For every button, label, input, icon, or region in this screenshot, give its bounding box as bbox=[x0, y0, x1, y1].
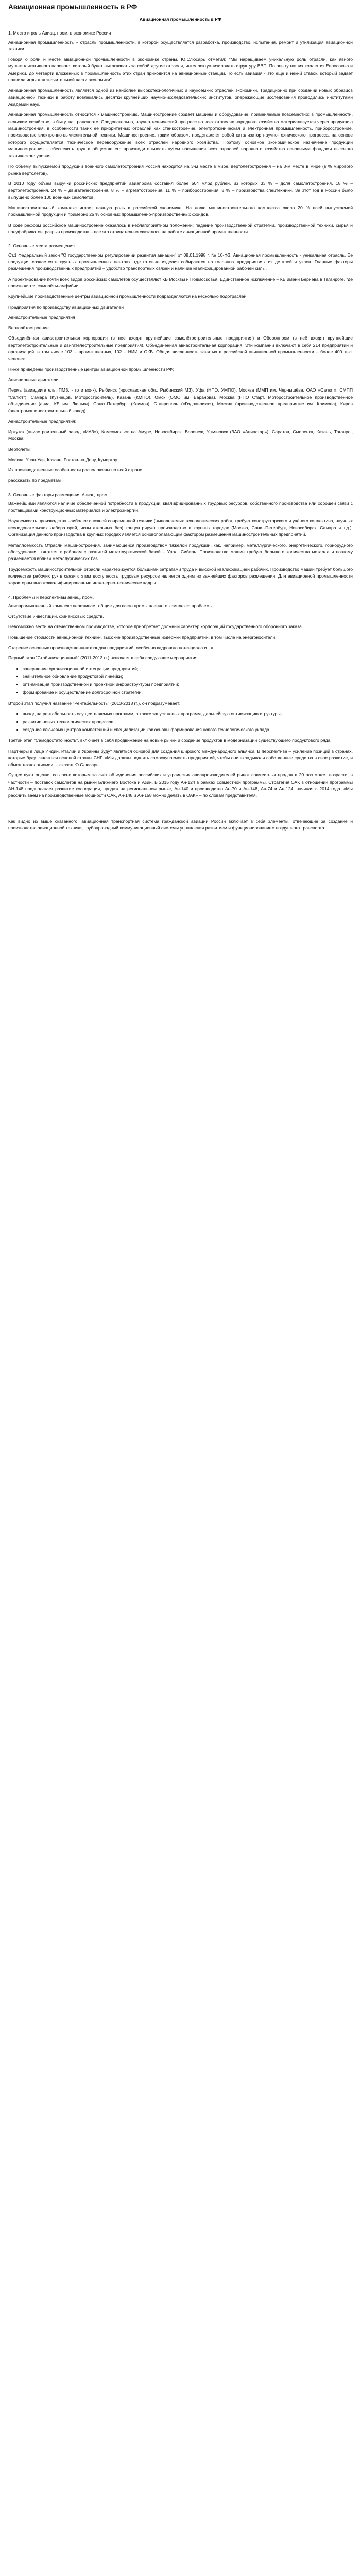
paragraph: Наукоемкость производства наиболее сложной современной техники (выполняемых технологических работ, требует конструкторского и учёного коллектива, научных исследовательских лабораторий, испытательных баз) концентрирует производство в крупных городах (Москва, Санкт-Петербург, Новосибирск, Самара и т.д.). Организация данного производства в крупных городах является основополагающим фактором размещения машиностроительных предприятий. bbox=[8, 518, 353, 537]
paragraph: Пермь (авиадвигатель, ПМЗ, - гр и вояк), Рыбинск (ярославская обл., Рыбинский МЗ), Уфа (НПО, УМПО), Москва (ММП им. Чернышёва, ОАО «Салют», СМПП "Салют"), Самара (Кузнецов, Моторостроитель), Казань (КМПО), Омск (ОМО им. Баранова), Москва (НПО Старт, Моторостроительное производственное объединение (авиа. КБ им. Люльки), Санкт-Петербург (Климов), Ставрополь («Гидравлика»), Москва (производственное предприятие им. Климова), Киров (электромашиностроительный завод). bbox=[8, 387, 353, 414]
paragraph: Иркутск (авиастроительный завод «ИАЗ»), Комсомольск на Амуре, Новосибирск, Воронеж, Ульяновск (ЗАО «Авиастар»), Саратов, Смоленск, Казань, Таганрог, Москва. bbox=[8, 429, 353, 442]
paragraph: Ст.1 Федеральный закон "О государственном регулировании развития авиации" от 08.01.1998 г. № 10-ФЗ. Авиационная промышленность - уникальная отрасль. Ее продукция создается в крупных промышленных центрах, где готовые изделия собираются на головных предприятиях из деталей и узлов. Главные факторы размещения производственных предприятий – удобство транспортных связей и наличие квалифицированной рабочей силы. bbox=[8, 252, 353, 272]
paragraph: Невозможно вести на отечественном производстве, которое приобретает должный характер корпораций государственного оборонного заказа. bbox=[8, 624, 303, 630]
stage-2-list bbox=[8, 710, 353, 733]
section-3-heading: 3. Основные факторы размещения Авиац. пром. bbox=[8, 492, 109, 497]
paragraph: рассказать по предметам bbox=[8, 478, 61, 483]
paragraph: Объединённая авиастроительная корпорация (в неё входят крупнейшие самолётостроительные предприятия) и Оборонпром (в неё входят крупнейшие вертолётостроительные и двигателестроительные предприятия). Объединённая авиастроительная корпорация. Эти компании включают в себя 214 предприятий и организаций, в том числе 103 – промышленных, 102 – НИИ и ОКБ. Общая численность занятых в российской авиационной промышленности – более 400 тыс. человек. bbox=[8, 335, 353, 362]
paragraph: Говоря о роли и месте авиационной промышленности в экономике страны, Ю.Слюсарь отметил: "Мы наращиваем уникальную роль отрасли, как явного мультипликативного парового, который будет вытаскивать за собой другие отрасли, интеллектуализировать структуру ВВП. По опыту наших коллег из Евросоюза и Америки, до четверти вложенных в промышленность этих стран приходится на авиационные станции. То есть авиация - это еще и некий ставок, который задает правила игры для значительной части экономики". bbox=[8, 57, 353, 83]
paragraph: Авиастроительные предприятия bbox=[8, 314, 75, 320]
paragraph: Авиастроительные предприятия: bbox=[8, 418, 77, 424]
paragraph: Авиационная промышленность относится к машиностроению. Машиностроение создает машины и оборудование, применяемые повсеместно: в промышленности, сельском хозяйстве, в быту, на транспорте. Следовательно, научно-технический прогресс во всех отраслях народного хозяйства материализуется через продукцию машиностроения, в особенности таких ее приоритетных отраслей как станкостроение, электротехническая и электронная промышленность, приборостроение, производство электронно-вычислительной техники. Машиностроение, таким образом, представляет собой катализатор научно-технического прогресса, на основе которого осуществляется техническое перевооружение всех отраслей народного хозяйства. Поэтому основное экономическое назначение продукции машиностроения – обеспечить труд в обществе его производительность путем насыщения всех отраслей народного хозяйства основными фондами высокого технического уровня. bbox=[8, 112, 353, 159]
list-item: • создание ключевых центров компетенций и специализации как основы формирования нового технологического уклада. bbox=[23, 726, 353, 733]
paragraph: Отсутствие инвестиций, финансовых средств. bbox=[8, 614, 104, 619]
paragraph: Машиностроительный комплекс играет важную роль в российской экономике. На долю машиностроительного комплекса около 20 % всей выпускаемой промышленной продукции и примерно 25 % основных промышленно-производственных фондов. bbox=[8, 205, 353, 217]
paragraph: По объему выпускаемой продукции военного самолётостроения Россия находится на 3-м месте в мире, вертолётостроения – на 3-м месте в мире (в % мирового рынка вертолётов). bbox=[8, 163, 353, 176]
conclusion-paragraph: Как видно из выше сказанного, авиационная транспортная система гражданской авиации России включает в себя элементы, отвечающие за создание и производство авиационной техники, трубопроводный коммуникационный системы управления развитием и функционированием воздушного транспорта. bbox=[8, 818, 353, 831]
list-item: • развитие новых технологических процессов; bbox=[23, 719, 353, 725]
paragraph: Авиапромышленный комплекс переживает общие для всего промышленного комплекса проблемы: bbox=[8, 603, 214, 608]
paragraph: А проектирование почти всех видов российских самолётов осуществляют КБ Москвы и Подмосковья. Единственное исключение – КБ имени Бериева в Таганроге, где производятся самолёты-амфибии. bbox=[8, 276, 353, 289]
paragraph: Второй этап получил название "Рентабельность" (2013-2018 гг.), он подразумевает: bbox=[8, 700, 181, 706]
paragraph: Вертолётостроение bbox=[8, 325, 49, 331]
paragraph: Вертолеты: bbox=[8, 446, 32, 452]
paragraph: Первый этап "Стабилизационный" (2011-2013 гг.) включает в себя следующие мероприятия: bbox=[8, 655, 199, 661]
paragraph: Крупнейшие производственные центры авиационной промышленности подразделяются на несколько подотраслей. bbox=[8, 294, 248, 299]
list-item: • оптимизация производственной и проектной инфраструктуры предприятий; bbox=[23, 681, 353, 688]
document-subtitle: Авиационная промышленность в РФ bbox=[139, 16, 222, 22]
section-3 bbox=[8, 492, 353, 587]
paragraph: В 2010 году объём выручки российских предприятий авиапрома составил более 504 млрд рублей, из которых 33 % – доля самолётостроения, 18 % – вертолётостроения, 24 % – двигателестроения, 8 % – агрегатостроения, 11 % – приборостроения, 8 % – производства спецтехники. За этот год в России было выпущено более 100 военных самолётов. bbox=[8, 181, 353, 200]
paragraph: Третий этап "Самодостаточность", включает в себя продвижение на новые рынки и создание продуктов в модернизации существующего продуктового ряда. bbox=[8, 738, 332, 743]
section-1 bbox=[8, 30, 353, 235]
list-item: • завершение организационной интеграции предприятий; bbox=[23, 666, 353, 672]
document bbox=[4, 0, 357, 851]
paragraph: Авиационные двигатели: bbox=[8, 377, 60, 383]
section-4-heading: 4. Проблемы и перспективы авиац. пром. bbox=[8, 594, 94, 600]
list-item: • значительное обновление продуктовой линейки; bbox=[23, 673, 353, 680]
paragraph: Трудоёмкость машиностроительной отрасли характеризуется большими затратами труда и высокой квалификацией рабочих. Производство машин требует большого количества рабочих рук в связи с этим доступность трудовых ресурсов является одним из важнейших факторов размещения. Для авиационной промышленности характерны высококвалифицированные инженерно-технические кадры. bbox=[8, 566, 353, 586]
paragraph: Партнеры в лице Индии, Италии и Украины будут являться основой для создания широкого международного альянса. В перспективе – усиление позиций в странах, которые будут являться основой страны СНГ. «Мы должны поднять самоокупаемость предприятий, чтобы они вкладывали собственные средства в свое развитие, и обмен технологиями», – сказал Ю.Слюсарь. bbox=[8, 748, 353, 768]
document-title: Авиационная промышленность в РФ bbox=[8, 3, 137, 11]
paragraph: Авиационная промышленность – отрасль промышленности, в которой осуществляется разработка, производство, испытания, ремонт и утилизация авиационной техники. bbox=[8, 39, 353, 52]
paragraph: Москва, Улан-Удэ, Казань, Ростов-на-Дону, Кумертау. bbox=[8, 456, 118, 462]
paragraph: Существуют оценки, согласно которым за счёт объединения российских и украинских авиапроизводителей рынок совместных продаж в 20 раз может возрасти, в частности – поставок самолётов на рынки Ближнего Востока и Азии. В 2015 году Ан-124 в рамках совместной программы. Стратегия ОАК в отношении программы АН-148 предполагает развитие кооперации, продаж на региональном рынке, Ан-140 и производство Ан-70 и Ан-148, Ан-74 и Ан-124, начиная с 2014 года. «Мы рассчитываем на производственные мощности ОАК, Ан-148 и Ан-158 можно делать в ОАК» – по словам представителя. bbox=[8, 772, 353, 799]
stage-1-list bbox=[8, 666, 353, 696]
section-2 bbox=[8, 243, 353, 484]
paragraph: Предприятия по производству авиационных двигателей bbox=[8, 304, 124, 310]
paragraph: Их производственные особенности расположены по всей стране. bbox=[8, 467, 144, 473]
paragraph: Повышение стоимости авиационной техники, высокие производственные издержки предприятий, в том числе на энергоносители. bbox=[8, 634, 277, 640]
section-4 bbox=[8, 594, 353, 800]
list-item: • формирование и осуществление долгосрочной стратегии. bbox=[23, 689, 353, 696]
paragraph: Ниже приведены производственные центры авиационной промышленности РФ: bbox=[8, 366, 174, 372]
section-2-heading: 2. Основные места размещения bbox=[8, 243, 75, 249]
paragraph: Старение основных производственных фондов предприятий, особенно кадрового потенциала и т.д. bbox=[8, 645, 215, 651]
paragraph: Авиационная промышленность является одной из наиболее высокотехнологичных и наукоемких отраслей экономики. Традиционно при создании новых образцов авиационной техники в работу вовлекались десятки крупнейших научно-исследовательских институтов, опережающие исследования проводились институтами Академии наук. bbox=[8, 88, 353, 107]
list-item: • выход на рентабельность осуществляемых программ, а также запуск новых программ, дальнейшую оптимизацию структуры; bbox=[23, 710, 353, 717]
section-1-heading: 1. Место и роль Авиац. пром. в экономике России bbox=[8, 30, 111, 36]
paragraph: Металлоемкость Отрасли машиностроения, занимающейся производством тяжёлой продукции, как, например, металлургического, энергетического, горнорудного оборудования, тяготеет к районам с развитой металлургической базой – Урал, Сибирь. Производство машин требует большого количества металла и поэтому размещается вблизи металлургических баз. bbox=[8, 542, 353, 562]
paragraph: В ходе реформ российское машиностроение оказалось в неблагоприятном положении: падение производственной стратегии, производственной техники, сырья и полуфабрикатов, разрыв производства – все это отрицательно сказалось на работе авиационной промышленности. bbox=[8, 222, 353, 235]
paragraph: Важнейшими являются наличие обеспеченной потребности в продукции, квалифицированных трудовых ресурсов, собственного производства или хорошей связи с поставщиками конструкционных материалов и электроэнергии. bbox=[8, 501, 353, 513]
